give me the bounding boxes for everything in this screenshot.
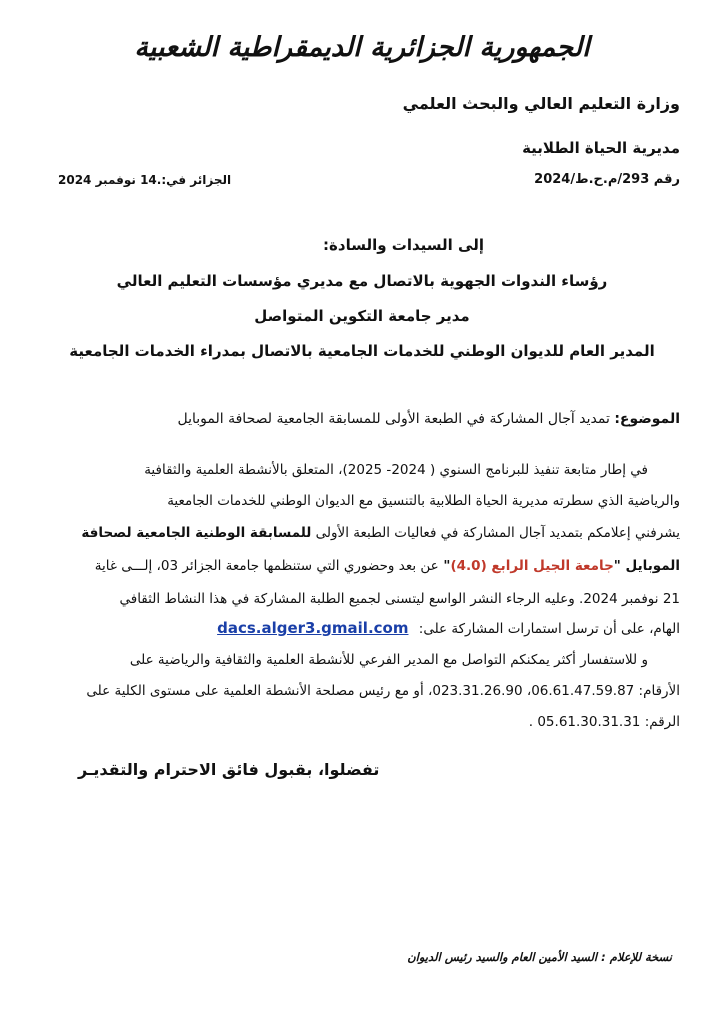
addressee-line: مدير جامعة التكوين المتواصل [254,307,470,325]
ministry-name: وزارة التعليم العالي والبحث العلمي [402,94,680,113]
body-line-3 [81,523,680,543]
body-line-4-bold: الموبايل [625,558,680,574]
contact-email-link[interactable]: dacs.alger3.gmail.com [217,619,409,637]
body-line-2: والرياضية الذي سطرته مديرية الحياة الطلابية بالتنسيق مع الديوان الوطني للخدمات الجامعية [167,493,680,509]
body-line-1: في إطار متابعة تنفيذ للبرنامج السنوي ( 2024- 2025)، المتعلق بالأنشطة العلمية والثقافية [144,462,648,478]
body-line-6 [217,618,680,639]
reference-number: رقم 293/م.ح.ط/2024 [534,172,680,187]
body-line-5: 21 نوفمبر 2024. وعليه الرجاء النشر الواسع ليتسنى لجميع الطلبة المشاركة في هذا النشاط الثقافي [119,591,680,607]
subject-label: الموضوع: [614,411,680,427]
body-line-9: الرقم: 05.61.30.31.31 . [528,714,680,730]
republic-title: الجمهورية الجزائرية الديمقراطية الشعبية [134,32,590,63]
competition-name-highlight: جامعة الجيل الرابع (4.0) [450,558,614,574]
body-line-8: الأرقام: 06.61.47.59.87، 023.31.26.90، أو مع رئيس مصلحة الأنشطة العلمية على مستوى الكلية على [86,683,680,699]
closing-salutation: تفضلوا، بقبول فائق الاحترام والتقديـر [78,760,380,779]
body-line-7: و للاستفسار أكثر يمكنكم التواصل مع المدير الفرعي للأنشطة العلمية والثقافية والرياضية على [129,652,648,668]
date-line: الجزائر في:.14 نوفمبر 2024 [58,173,232,187]
directorate-name: مديرية الحياة الطلابية [522,139,680,157]
body-line-3-bold: للمسابقة الوطنية الجامعية لصحافة [81,525,312,541]
addressee-line: رؤساء الندوات الجهوية بالاتصال مع مديري مؤسسات التعليم العالي [116,272,608,290]
addressees-heading: إلى السيدات والسادة: [323,236,484,254]
body-line-3-plain: يشرفني إعلامكم بتمديد آجال المشاركة في فعاليات الطبعة الأولى [315,525,680,541]
quote-open: " [613,558,626,574]
subject-text: تمديد آجال المشاركة في الطبعة الأولى للمسابقة الجامعية لصحافة الموبايل [177,411,610,427]
subject-line [178,411,680,427]
cc-note: نسخة للإعلام : السيد الأمين العام والسيد رئيس الديوان [407,950,672,964]
addressee-line: المدير العام للديوان الوطني للخدمات الجامعية بالاتصال بمدراء الخدمات الجامعية [69,342,655,360]
quote-close: " [438,558,451,574]
body-line-6-text: الهام، على أن ترسل استمارات المشاركة على: [418,621,680,637]
body-line-4-rest: عن بعد وحضوري التي ستنظمها جامعة الجزائر 03، إلـــى غاية [94,558,439,574]
body-line-4 [95,556,680,576]
